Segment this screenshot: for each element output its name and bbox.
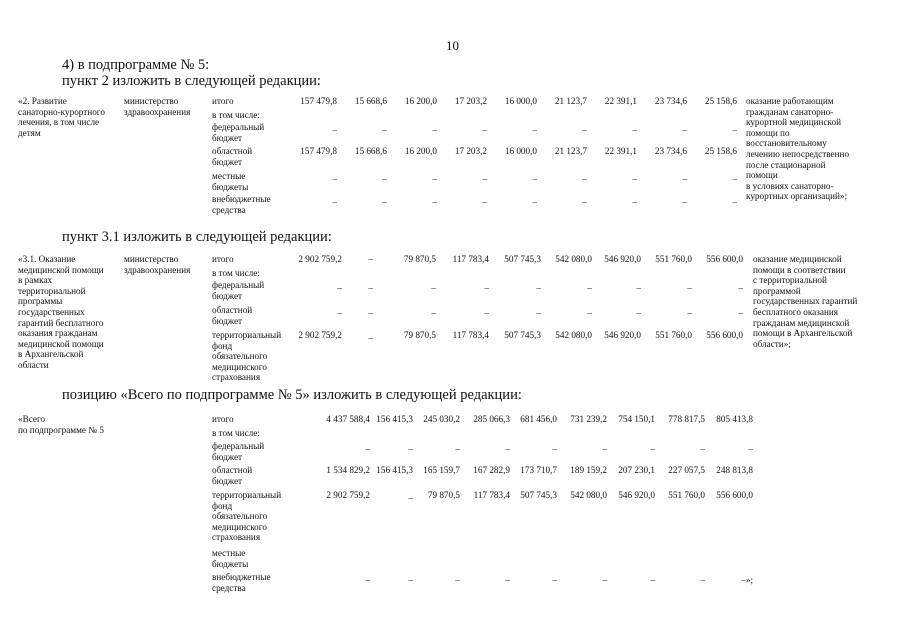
value-cell: – [431, 308, 436, 318]
value-cell: 4 437 588,4 [326, 414, 370, 424]
value-cell: 551 760,0 [655, 330, 692, 340]
value-cell: – [505, 575, 510, 585]
value-cell: – [505, 444, 510, 454]
value-cell: 157 479,8 [300, 96, 337, 106]
value-cell: – [432, 174, 437, 184]
value-cell: 189 159,2 [570, 465, 607, 475]
value-cell: 17 203,2 [454, 146, 487, 156]
value-cell: 551 760,0 [655, 254, 692, 264]
row-label: итого [212, 414, 234, 424]
value-cell: – [650, 444, 655, 454]
page-number: 10 [446, 38, 459, 53]
row-label: итого [212, 96, 234, 106]
value-cell: 117 783,4 [452, 254, 489, 264]
value-cell: – [408, 575, 413, 585]
value-cell: – [408, 444, 413, 454]
value-cell: 285 066,3 [473, 414, 510, 424]
value-cell: 778 817,5 [668, 414, 705, 424]
value-cell: 156 415,3 [376, 414, 413, 424]
value-cell: – [368, 283, 373, 293]
value-cell: – [636, 308, 641, 318]
value-cell: 542 080,0 [555, 330, 592, 340]
value-cell: 23 734,6 [654, 146, 687, 156]
value-cell: – [682, 125, 687, 135]
value-cell: – [732, 174, 737, 184]
value-cell: – [431, 283, 436, 293]
value-cell: 157 479,8 [300, 146, 337, 156]
value-cell: 248 813,8 [716, 465, 753, 475]
row-label: итого [212, 254, 234, 264]
value-cell: – [382, 174, 387, 184]
value-cell: 507 745,3 [504, 330, 541, 340]
value-cell: – [602, 444, 607, 454]
value-cell: – [482, 174, 487, 184]
value-cell: 245 030,2 [423, 414, 460, 424]
value-cell: – [732, 197, 737, 207]
value-cell: 507 745,3 [504, 254, 541, 264]
value-cell: 542 080,0 [570, 490, 607, 500]
value-cell: 117 783,4 [473, 490, 510, 500]
row-label: внебюджетные средства [212, 572, 271, 593]
value-cell: – [687, 283, 692, 293]
value-cell: – [408, 493, 413, 503]
value-cell: 167 282,9 [473, 465, 510, 475]
value-cell: 117 783,4 [452, 330, 489, 340]
value-cell: – [587, 308, 592, 318]
value-cell: 79 870,5 [403, 330, 436, 340]
row-label: федеральный бюджет [212, 122, 265, 143]
section-heading-3: позицию «Всего по подпрограмме № 5» изложить в следующей редакции: [62, 387, 522, 403]
value-cell: – [482, 125, 487, 135]
row-label: в том числе: [212, 268, 260, 278]
value-cell: 681 456,0 [520, 414, 557, 424]
value-cell: – [532, 197, 537, 207]
item-name: «2. Развитие санаторно-курортного лечения, в том числе детям [18, 96, 105, 138]
value-cell: 227 057,5 [668, 465, 705, 475]
row-label: областной бюджет [212, 146, 253, 167]
value-cell: 805 413,8 [716, 414, 753, 424]
value-cell: – [732, 125, 737, 135]
value-cell: – [700, 444, 705, 454]
row-label: федеральный бюджет [212, 441, 265, 462]
value-cell: 15 668,6 [354, 96, 387, 106]
value-cell: – [636, 283, 641, 293]
value-cell: – [484, 283, 489, 293]
executor: министерство здравоохранения [124, 96, 191, 117]
value-cell: – [484, 308, 489, 318]
item-name: «3.1. Оказание медицинской помощи в рамках территориальной программы государственных гарантий бесплатного оказания гражданам медицинской помощи в Архангельской области [18, 254, 104, 370]
value-cell: 23 734,6 [654, 96, 687, 106]
value-cell: 15 668,6 [354, 146, 387, 156]
expected-result: оказание медицинской помощи в соответствии с территориальной программой государственных гарантий бесплатного оказания гражданам медицинской помощи в Архангельской области»; [753, 254, 858, 349]
value-cell: – [602, 575, 607, 585]
row-label: в том числе: [212, 428, 260, 438]
value-cell: 16 000,0 [504, 96, 537, 106]
value-cell: 17 203,2 [454, 96, 487, 106]
value-cell: 2 902 759,2 [298, 254, 342, 264]
value-cell: – [337, 308, 342, 318]
value-cell: – [536, 283, 541, 293]
row-label: федеральный бюджет [212, 280, 265, 301]
value-cell: – [738, 308, 743, 318]
value-cell: 156 415,3 [376, 465, 413, 475]
row-label: местные бюджеты [212, 548, 249, 569]
value-cell: 25 158,6 [704, 96, 737, 106]
value-cell: – [552, 444, 557, 454]
value-cell: 1 534 829,2 [326, 465, 370, 475]
section-heading-1: пункт 2 изложить в следующей редакции: [62, 73, 321, 89]
value-cell: – [382, 125, 387, 135]
value-cell: 16 200,0 [404, 146, 437, 156]
value-cell: – [432, 125, 437, 135]
row-label: областной бюджет [212, 465, 253, 486]
value-cell: 546 920,0 [604, 330, 641, 340]
value-cell: – [650, 575, 655, 585]
value-cell: 79 870,5 [403, 254, 436, 264]
value-cell: 546 920,0 [604, 254, 641, 264]
value-cell: – [536, 308, 541, 318]
row-label: территориальный фонд обязательного медицинского страхования [212, 490, 282, 543]
row-label: внебюджетные средства [212, 194, 271, 215]
value-cell: 551 760,0 [668, 490, 705, 500]
value-cell: 173 710,7 [520, 465, 557, 475]
value-cell: 2 902 759,2 [326, 490, 370, 500]
value-cell: – [337, 283, 342, 293]
value-cell: – [682, 174, 687, 184]
value-cell: 79 870,5 [427, 490, 460, 500]
value-cell: – [687, 308, 692, 318]
value-cell: 546 920,0 [618, 490, 655, 500]
value-cell: 731 239,2 [570, 414, 607, 424]
value-cell: – [582, 125, 587, 135]
value-cell: 556 600,0 [716, 490, 753, 500]
value-cell: – [582, 197, 587, 207]
value-cell: 16 000,0 [504, 146, 537, 156]
item-name: «Всего по подпрограмме № 5 [18, 414, 104, 435]
value-cell: – [532, 174, 537, 184]
row-label: местные бюджеты [212, 171, 249, 192]
value-cell: 22 391,1 [604, 146, 637, 156]
value-cell: – [382, 197, 387, 207]
value-cell: – [368, 254, 373, 264]
value-cell: – [455, 444, 460, 454]
value-cell: – [682, 197, 687, 207]
value-cell: – [748, 444, 753, 454]
intro-line: 4) в подпрограмме № 5: [62, 57, 210, 73]
value-cell: – [632, 174, 637, 184]
value-cell: – [632, 125, 637, 135]
value-cell: 2 902 759,2 [298, 330, 342, 340]
value-cell: – [432, 197, 437, 207]
value-cell: 754 150,1 [618, 414, 655, 424]
value-cell: 507 745,3 [520, 490, 557, 500]
row-label: в том числе: [212, 110, 260, 120]
value-cell: – [582, 174, 587, 184]
value-cell: – [365, 444, 370, 454]
value-cell: – [332, 125, 337, 135]
value-cell: – [532, 125, 537, 135]
executor: министерство здравоохранения [124, 254, 191, 275]
row-label: областной бюджет [212, 305, 253, 326]
value-cell: – [455, 575, 460, 585]
value-cell: 556 600,0 [706, 330, 743, 340]
value-cell: – [332, 197, 337, 207]
expected-result: оказание работающим гражданам санаторно- курортной медицинской помощи по восстановительному лечению непосредственно после стационарной помощи в условиях санаторно- курортных организаций»; [746, 96, 850, 202]
value-cell: – [738, 283, 743, 293]
value-cell: 542 080,0 [555, 254, 592, 264]
value-cell: 21 123,7 [554, 96, 587, 106]
value-cell: 207 230,1 [618, 465, 655, 475]
value-cell: – [368, 333, 373, 343]
value-cell: – [700, 575, 705, 585]
row-label: территориальный фонд обязательного медицинского страхования [212, 330, 282, 383]
value-cell: 16 200,0 [404, 96, 437, 106]
value-cell: 22 391,1 [604, 96, 637, 106]
value-cell: – [368, 308, 373, 318]
value-cell: 21 123,7 [554, 146, 587, 156]
value-cell: –»; [741, 575, 753, 585]
value-cell: – [632, 197, 637, 207]
value-cell: – [482, 197, 487, 207]
value-cell: 165 159,7 [423, 465, 460, 475]
value-cell: – [587, 283, 592, 293]
value-cell: – [365, 575, 370, 585]
value-cell: 25 158,6 [704, 146, 737, 156]
value-cell: – [332, 174, 337, 184]
value-cell: – [552, 575, 557, 585]
section-heading-2: пункт 3.1 изложить в следующей редакции: [62, 229, 332, 245]
value-cell: 556 600,0 [706, 254, 743, 264]
